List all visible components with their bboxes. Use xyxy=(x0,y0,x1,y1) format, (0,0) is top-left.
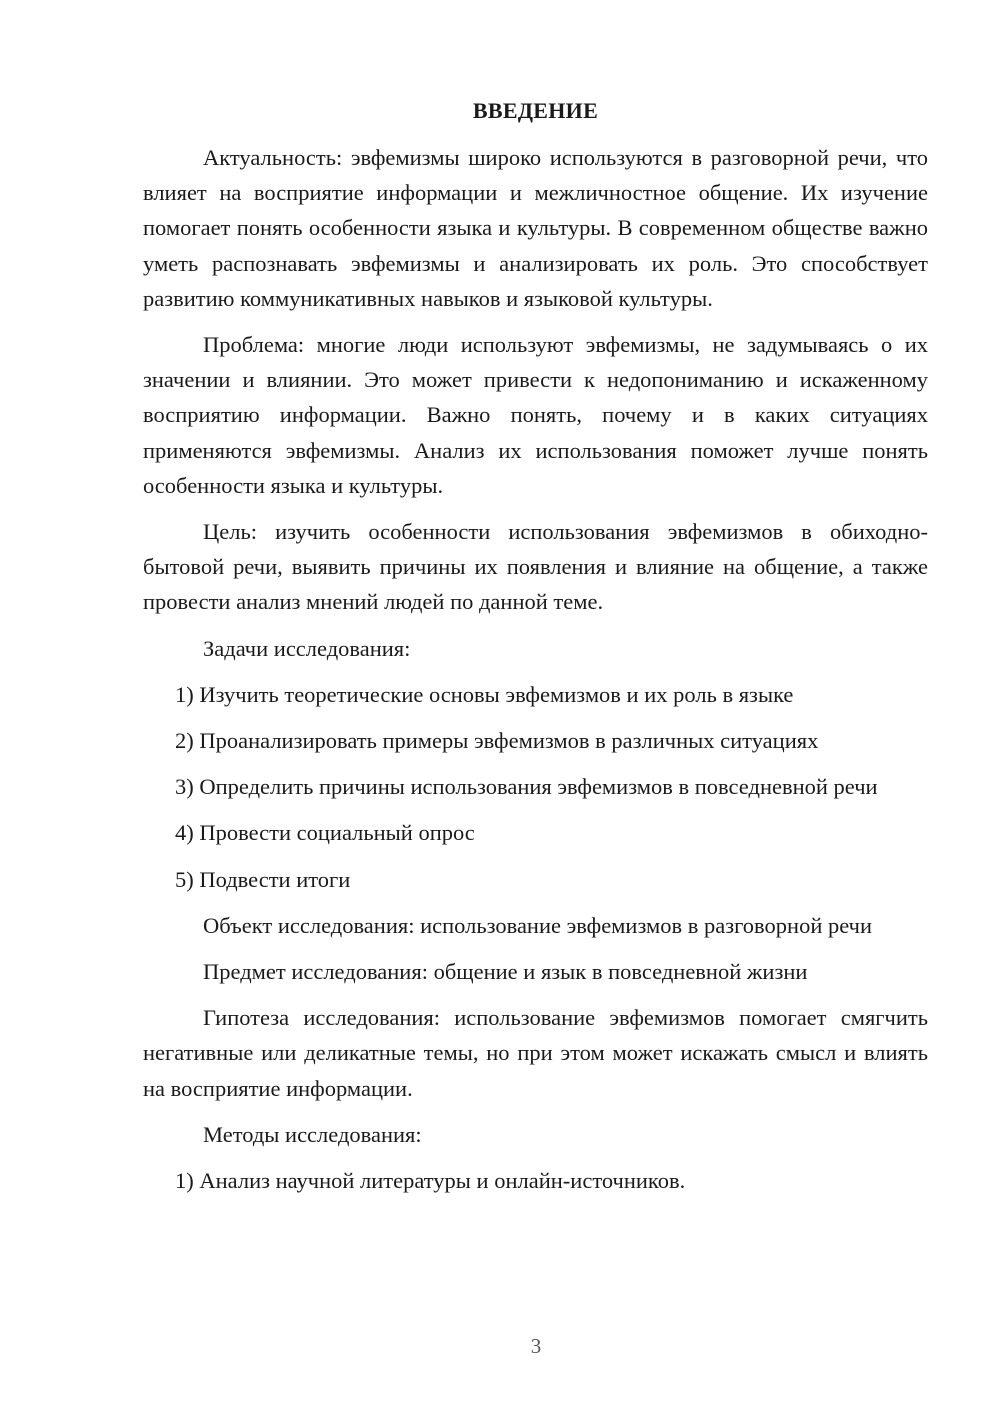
methods-heading: Методы исследования: xyxy=(203,1121,422,1147)
tasks-heading: Задачи исследования: xyxy=(203,635,411,661)
hypothesis-paragraph: Гипотеза исследования: использование эвфемизмов помогает смягчить негативные или деликатные темы, но при этом может искажать смысл и влиять на восприятие информации. xyxy=(143,1005,928,1101)
research-subject-paragraph: Предмет исследования: общение и язык в повседневной жизни xyxy=(203,959,808,985)
research-object-paragraph: Объект исследования: использование эвфемизмов в разговорной речи xyxy=(203,912,873,938)
goal-paragraph: Цель: изучить особенности использования эвфемизмов в обиходно-бытовой речи, выявить причины их появления и влияние на общение, а также провести анализ мнений людей по данной теме. xyxy=(143,519,928,615)
problem-paragraph: Проблема: многие люди используют эвфемизмы, не задумываясь о их значении и влиянии. Это может привести к недопониманию и искаженному восприятию информации. Важно понять, почему и в каких ситуациях применяются эвфемизмы. Анализ их использования поможет лучше понять особенности языка и культуры. xyxy=(143,332,928,498)
task-item: 3) Определить причины использования эвфемизмов в повседневной речи xyxy=(175,774,878,800)
page-number: 3 xyxy=(530,1334,542,1358)
document-page xyxy=(143,96,928,1209)
method-item: 1) Анализ научной литературы и онлайн-источников. xyxy=(175,1168,686,1194)
task-item: 2) Проанализировать примеры эвфемизмов в различных ситуациях xyxy=(175,728,819,754)
relevance-paragraph: Актуальность: эвфемизмы широко используются в разговорной речи, что влияет на восприятие информации и межличностное общение. Их изучение помогает понять особенности языка и культуры. В современном обществе важно уметь распознавать эвфемизмы и анализировать их роль. Это способствует развитию коммуникативных навыков и языковой культуры. xyxy=(143,145,928,311)
task-item: 4) Провести социальный опрос xyxy=(175,820,475,846)
task-item: 1) Изучить теоретические основы эвфемизмов и их роль в языке xyxy=(175,681,794,707)
task-item: 5) Подвести итоги xyxy=(175,866,351,892)
section-title: ВВЕДЕНИЕ xyxy=(472,98,599,123)
